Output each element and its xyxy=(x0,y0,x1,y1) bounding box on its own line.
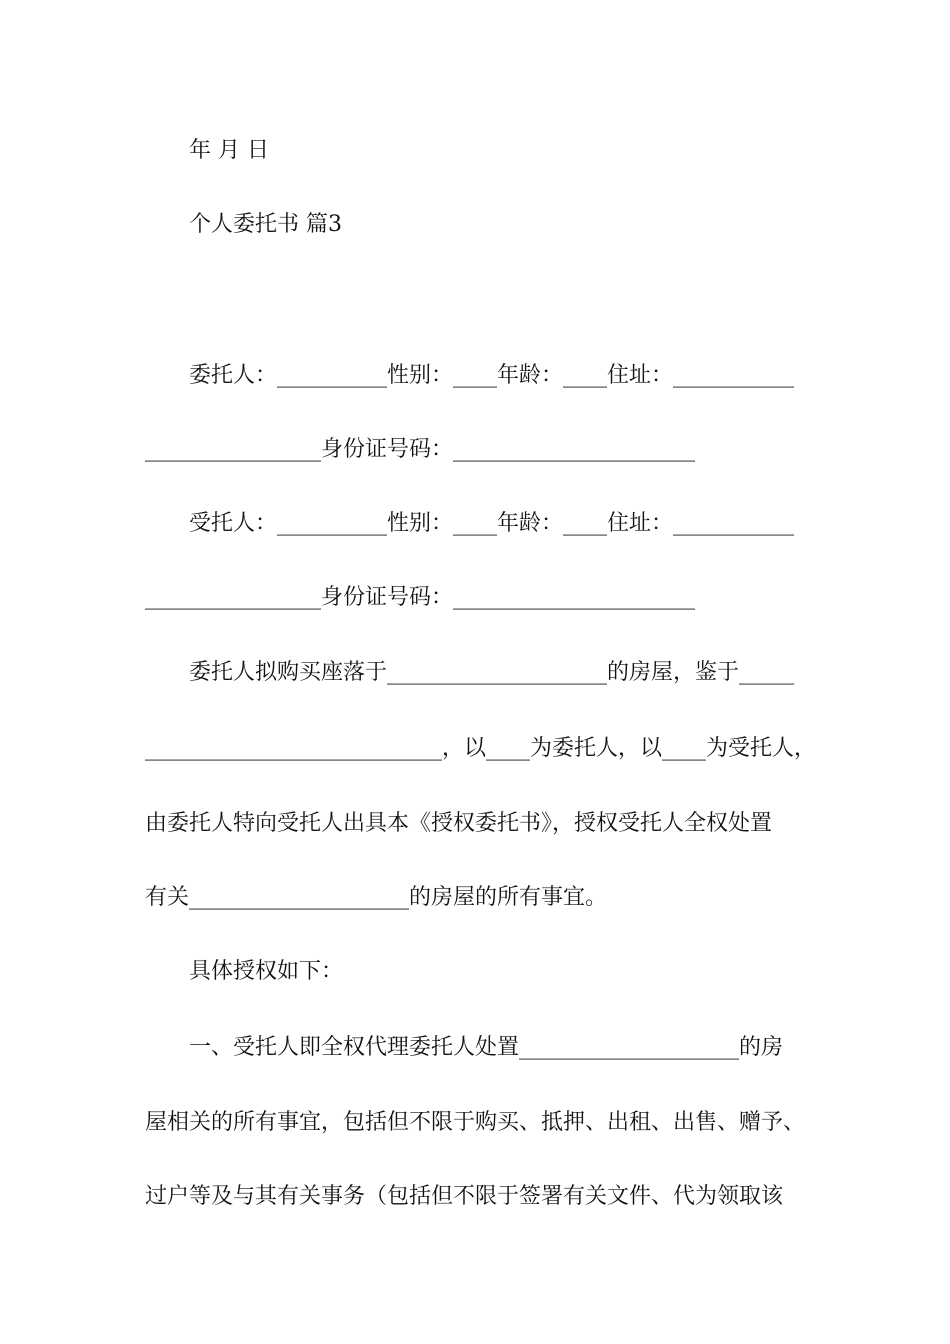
paragraph-line: 有关____________________的房屋的所有事宜。 xyxy=(145,885,608,910)
clause-line: 过户等及与其有关事务（包括但不限于签署有关文件、代为领取该 xyxy=(145,1184,784,1209)
clause-line: 屋相关的所有事宜，包括但不限于购买、抵押、出租、出售、赠予、 xyxy=(145,1110,806,1135)
paragraph-line: 由委托人特向受托人出具本《授权委托书》，授权受托人全权处置 xyxy=(145,811,773,836)
principal-id-line: ________________身份证号码：______________________ xyxy=(145,437,696,462)
paragraph-line: ___________________________，以____为委托人，以____为受托人， xyxy=(145,736,817,761)
authorization-heading: 具体授权如下： xyxy=(189,959,344,984)
date-line: 年 月 日 xyxy=(189,138,269,163)
paragraph-line: 委托人拟购买座落于____________________的房屋，鉴于_____ xyxy=(189,660,795,685)
section-title: 个人委托书 篇3 xyxy=(189,212,342,237)
agent-info-line: 受托人：__________性别：____年龄：____住址：___________ xyxy=(189,511,795,536)
clause-line: 一、受托人即全权代理委托人处置____________________的房 xyxy=(189,1035,784,1060)
principal-info-line: 委托人：__________性别：____年龄：____住址：___________ xyxy=(189,363,795,388)
agent-id-line: ________________身份证号码：______________________ xyxy=(145,585,696,610)
